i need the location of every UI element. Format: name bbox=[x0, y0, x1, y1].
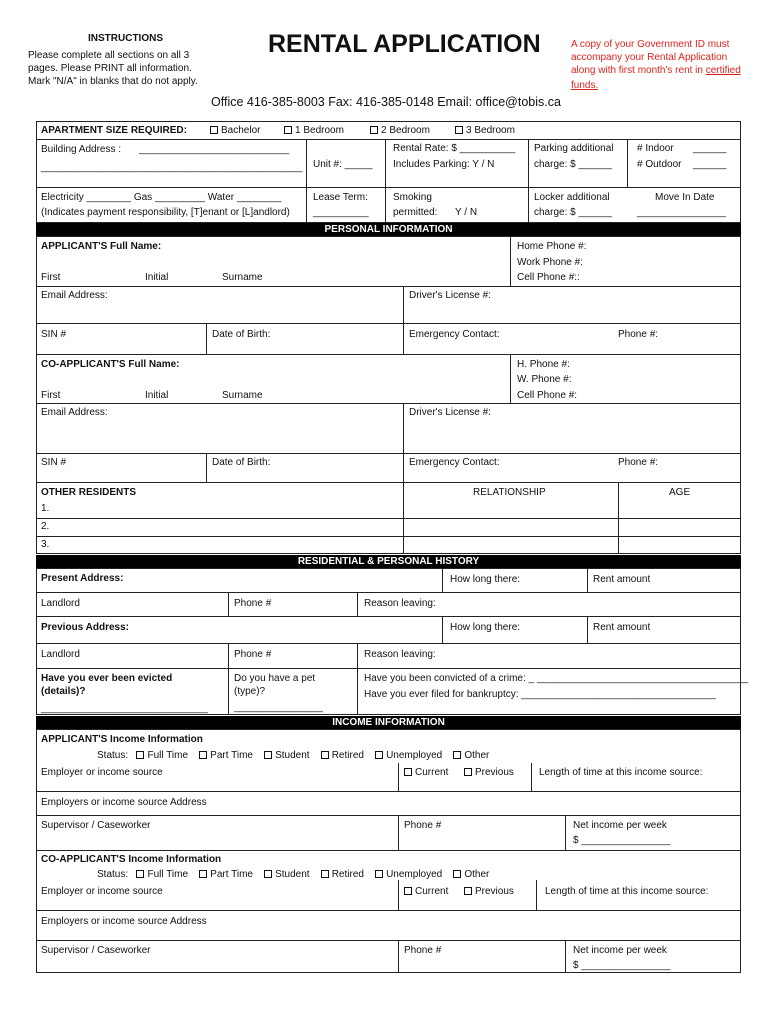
status-option-label: Full Time bbox=[147, 750, 189, 761]
notice-line: A copy of your Government ID must bbox=[571, 39, 730, 50]
co-supervisor-phone-field[interactable]: Phone # bbox=[404, 945, 442, 956]
pet-label: Do you have a pet bbox=[234, 673, 316, 684]
option-label: 1 Bedroom bbox=[295, 125, 344, 136]
dob-field[interactable]: Date of Birth: bbox=[212, 329, 271, 340]
length-of-time-field[interactable]: Length of time at this income source: bbox=[539, 767, 703, 778]
net-income-field[interactable]: $ ________________ bbox=[573, 835, 671, 846]
checkbox-icon[interactable] bbox=[136, 870, 144, 878]
applicant-status-row bbox=[97, 750, 489, 761]
employer-address-field[interactable]: Employers or income source Address bbox=[41, 797, 207, 808]
status-option-label: Unemployed bbox=[386, 869, 443, 880]
parking-charge-field[interactable]: charge: $ ______ bbox=[534, 159, 612, 170]
present-rent-field[interactable]: Rent amount bbox=[593, 574, 651, 585]
email-field[interactable]: Email Address: bbox=[41, 290, 108, 301]
rental-rate-field[interactable]: Rental Rate: $ __________ bbox=[393, 143, 516, 154]
co-drivers-license-field[interactable]: Driver's License #: bbox=[409, 407, 491, 418]
smoking-label: Smoking bbox=[393, 192, 432, 203]
evicted-field[interactable]: ______________________________ bbox=[41, 703, 208, 714]
previous-label: Previous bbox=[475, 767, 514, 778]
present-landlord-phone-field[interactable]: Phone # bbox=[234, 598, 272, 609]
status-label: Status: bbox=[97, 750, 129, 761]
present-landlord-field[interactable]: Landlord bbox=[41, 598, 80, 609]
locker-label: Locker additional bbox=[534, 192, 610, 203]
lease-term-field[interactable]: __________ bbox=[313, 207, 369, 218]
outdoor-label: # Outdoor bbox=[637, 159, 682, 170]
co-emergency-phone-field[interactable]: Phone #: bbox=[618, 457, 659, 468]
status-option-label: Other bbox=[464, 869, 490, 880]
checkbox-icon[interactable] bbox=[453, 870, 461, 878]
checkbox-icon[interactable] bbox=[455, 126, 463, 134]
present-reason-field[interactable]: Reason leaving: bbox=[364, 598, 436, 609]
notice-link-funds: funds. bbox=[571, 80, 599, 91]
history-header: RESIDENTIAL & PERSONAL HISTORY bbox=[36, 555, 741, 568]
checkbox-icon[interactable] bbox=[375, 751, 383, 759]
income-header: INCOME INFORMATION bbox=[36, 716, 741, 729]
previous-landlord-phone-field[interactable]: Phone # bbox=[234, 649, 272, 660]
drivers-license-field[interactable]: Driver's License #: bbox=[409, 290, 491, 301]
co-cell-phone-field[interactable]: Cell Phone #: bbox=[517, 390, 578, 401]
other-residents-label: OTHER RESIDENTS bbox=[41, 487, 137, 498]
checkbox-icon[interactable] bbox=[136, 751, 144, 759]
co-supervisor-field[interactable]: Supervisor / Caseworker bbox=[41, 945, 151, 956]
co-home-phone-field[interactable]: H. Phone #: bbox=[517, 359, 570, 370]
co-surname-label: Surname bbox=[222, 390, 263, 401]
utilities-note: (Indicates payment responsibility, [T]enant or [L]andlord) bbox=[41, 207, 290, 218]
resident-row-3[interactable]: 3. bbox=[41, 539, 50, 550]
status-unemployed[interactable] bbox=[375, 750, 442, 761]
checkbox-icon[interactable] bbox=[210, 126, 218, 134]
co-length-of-time-field[interactable]: Length of time at this income source: bbox=[545, 886, 709, 897]
co-status-retired[interactable] bbox=[321, 869, 364, 880]
option-1-bedroom[interactable] bbox=[284, 125, 344, 136]
present-how-long-field[interactable]: How long there: bbox=[450, 574, 521, 585]
co-email-field[interactable]: Email Address: bbox=[41, 407, 108, 418]
co-status-full-time[interactable] bbox=[136, 869, 188, 880]
home-phone-field[interactable]: Home Phone #: bbox=[517, 241, 587, 252]
notice-link-certified: certified bbox=[705, 65, 741, 76]
supervisor-field[interactable]: Supervisor / Caseworker bbox=[41, 820, 151, 831]
resident-row-2[interactable]: 2. bbox=[41, 521, 50, 532]
co-sin-field[interactable]: SIN # bbox=[41, 457, 67, 468]
co-status-other[interactable] bbox=[453, 869, 489, 880]
crime-field[interactable]: Have you been convicted of a crime: _ ______________________________________ bbox=[364, 673, 749, 684]
instructions-line: Mark "N/A" in blanks that do not apply. bbox=[28, 76, 198, 87]
checkbox-icon[interactable] bbox=[199, 870, 207, 878]
bankruptcy-field[interactable]: Have you ever filed for bankruptcy: ___________________________________ bbox=[364, 689, 716, 700]
status-label: Status: bbox=[97, 869, 129, 880]
instructions-line: Please complete all sections on all 3 bbox=[28, 50, 190, 61]
option-label: 3 Bedroom bbox=[466, 125, 515, 136]
locker-charge-field[interactable]: charge: $ ______ bbox=[534, 207, 612, 218]
instructions-line: pages. Please PRINT all information. bbox=[28, 63, 192, 74]
option-3-bedroom[interactable] bbox=[455, 125, 515, 136]
co-status-part-time[interactable] bbox=[199, 869, 253, 880]
unit-field[interactable]: Unit #: _____ bbox=[313, 159, 373, 170]
relationship-label: RELATIONSHIP bbox=[473, 487, 546, 498]
option-bachelor[interactable] bbox=[210, 125, 260, 136]
checkbox-icon[interactable] bbox=[321, 870, 329, 878]
option-label: Bachelor bbox=[221, 125, 261, 136]
previous-landlord-field[interactable]: Landlord bbox=[41, 649, 80, 660]
personal-frame bbox=[36, 236, 741, 554]
emergency-phone-field[interactable]: Phone #: bbox=[618, 329, 659, 340]
status-part-time[interactable] bbox=[199, 750, 253, 761]
co-status-student[interactable] bbox=[264, 869, 309, 880]
option-2-bedroom[interactable] bbox=[370, 125, 430, 136]
includes-parking-field[interactable]: Includes Parking: Y / N bbox=[393, 159, 495, 170]
checkbox-icon[interactable] bbox=[404, 887, 412, 895]
current-option[interactable] bbox=[404, 767, 448, 778]
initial-label: Initial bbox=[145, 272, 169, 283]
status-option-label: Student bbox=[275, 750, 310, 761]
status-option-label: Part Time bbox=[210, 750, 253, 761]
status-option-label: Part Time bbox=[210, 869, 253, 880]
checkbox-icon[interactable] bbox=[264, 751, 272, 759]
checkbox-icon[interactable] bbox=[321, 751, 329, 759]
office-contact: Office 416-385-8003 Fax: 416-385-0148 Email: office@tobis.ca bbox=[211, 95, 561, 109]
previous-address-field[interactable]: Previous Address: bbox=[41, 622, 129, 633]
co-emergency-contact-field[interactable]: Emergency Contact: bbox=[409, 457, 500, 468]
checkbox-icon[interactable] bbox=[264, 870, 272, 878]
status-option-label: Retired bbox=[331, 869, 364, 880]
instructions-text bbox=[28, 49, 198, 88]
co-previous-option[interactable] bbox=[464, 886, 514, 897]
applicant-name-label: APPLICANT'S Full Name: bbox=[41, 241, 162, 252]
income-frame bbox=[36, 729, 741, 973]
evicted-label-2: (details)? bbox=[41, 686, 86, 697]
parking-additional-label: Parking additional bbox=[534, 143, 614, 154]
building-address-field[interactable]: ___________________________ bbox=[139, 144, 290, 155]
pet-field[interactable]: ________________ bbox=[234, 702, 323, 713]
first-name-label: First bbox=[41, 272, 61, 283]
previous-how-long-field[interactable]: How long there: bbox=[450, 622, 521, 633]
status-option-label: Retired bbox=[331, 750, 364, 761]
building-address-field-2[interactable]: _______________________________________________ bbox=[41, 162, 303, 173]
checkbox-icon[interactable] bbox=[370, 126, 378, 134]
supervisor-phone-field[interactable]: Phone # bbox=[404, 820, 442, 831]
status-option-label: Full Time bbox=[147, 869, 189, 880]
coapplicant-name-label: CO-APPLICANT'S Full Name: bbox=[41, 359, 180, 370]
indoor-field[interactable]: ______ bbox=[693, 143, 727, 154]
move-in-field[interactable]: ________________ bbox=[637, 207, 726, 218]
building-address-label: Building Address : bbox=[41, 144, 122, 155]
checkbox-icon[interactable] bbox=[284, 126, 292, 134]
status-retired[interactable] bbox=[321, 750, 364, 761]
notice-line: along with first month's rent in bbox=[571, 65, 706, 76]
checkbox-icon[interactable] bbox=[375, 870, 383, 878]
previous-option[interactable] bbox=[464, 767, 514, 778]
smoking-permitted-label: permitted: bbox=[393, 207, 438, 218]
checkbox-icon[interactable] bbox=[464, 768, 472, 776]
co-net-income-field[interactable]: $ ________________ bbox=[573, 960, 671, 971]
co-employer-address-field[interactable]: Employers or income source Address bbox=[41, 916, 207, 927]
previous-label: Previous bbox=[475, 886, 514, 897]
co-initial-label: Initial bbox=[145, 390, 169, 401]
pet-label-2: (type)? bbox=[234, 686, 266, 697]
co-employer-field[interactable]: Employer or income source bbox=[41, 886, 163, 897]
status-other[interactable] bbox=[453, 750, 489, 761]
checkbox-icon[interactable] bbox=[453, 751, 461, 759]
evicted-label: Have you ever been evicted bbox=[41, 673, 173, 684]
status-option-label: Unemployed bbox=[386, 750, 443, 761]
previous-reason-field[interactable]: Reason leaving: bbox=[364, 649, 436, 660]
co-first-name-label: First bbox=[41, 390, 61, 401]
notice-line: accompany your Rental Application bbox=[571, 52, 728, 63]
coapplicant-status-row bbox=[97, 869, 489, 880]
emergency-contact-field[interactable]: Emergency Contact: bbox=[409, 329, 500, 340]
id-notice bbox=[571, 38, 741, 92]
apartment-size-label: APARTMENT SIZE REQUIRED: bbox=[41, 125, 187, 136]
instructions-title: INSTRUCTIONS bbox=[88, 33, 163, 44]
co-current-option[interactable] bbox=[404, 886, 448, 897]
outdoor-field[interactable]: ______ bbox=[693, 159, 727, 170]
status-full-time[interactable] bbox=[136, 750, 188, 761]
smoking-yn-field[interactable]: Y / N bbox=[455, 207, 478, 218]
personal-info-header: PERSONAL INFORMATION bbox=[36, 223, 741, 236]
checkbox-icon[interactable] bbox=[199, 751, 207, 759]
age-label: AGE bbox=[669, 487, 691, 498]
co-net-income-label: Net income per week bbox=[573, 945, 667, 956]
previous-rent-field[interactable]: Rent amount bbox=[593, 622, 651, 633]
indoor-label: # Indoor bbox=[637, 143, 674, 154]
work-phone-field[interactable]: Work Phone #: bbox=[517, 257, 583, 268]
option-label: 2 Bedroom bbox=[381, 125, 430, 136]
cell-phone-field[interactable]: Cell Phone #:: bbox=[517, 272, 580, 283]
checkbox-icon[interactable] bbox=[404, 768, 412, 776]
employer-field[interactable]: Employer or income source bbox=[41, 767, 163, 778]
status-student[interactable] bbox=[264, 750, 309, 761]
surname-label: Surname bbox=[222, 272, 263, 283]
status-option-label: Other bbox=[464, 750, 490, 761]
status-option-label: Student bbox=[275, 869, 310, 880]
present-address-field[interactable]: Present Address: bbox=[41, 573, 124, 584]
checkbox-icon[interactable] bbox=[464, 887, 472, 895]
current-label: Current bbox=[415, 767, 449, 778]
co-dob-field[interactable]: Date of Birth: bbox=[212, 457, 271, 468]
co-work-phone-field[interactable]: W. Phone #: bbox=[517, 374, 572, 385]
sin-field[interactable]: SIN # bbox=[41, 329, 67, 340]
lease-term-label: Lease Term: bbox=[313, 192, 368, 203]
utilities-field[interactable]: Electricity ________ Gas _________ Water ________ bbox=[41, 192, 282, 203]
coapplicant-income-title: CO-APPLICANT'S Income Information bbox=[41, 854, 222, 865]
net-income-label: Net income per week bbox=[573, 820, 667, 831]
resident-row-1[interactable]: 1. bbox=[41, 503, 50, 514]
applicant-income-title: APPLICANT'S Income Information bbox=[41, 734, 203, 745]
move-in-label: Move In Date bbox=[655, 192, 715, 203]
co-status-unemployed[interactable] bbox=[375, 869, 442, 880]
current-label: Current bbox=[415, 886, 449, 897]
page-title: RENTAL APPLICATION bbox=[268, 30, 541, 58]
